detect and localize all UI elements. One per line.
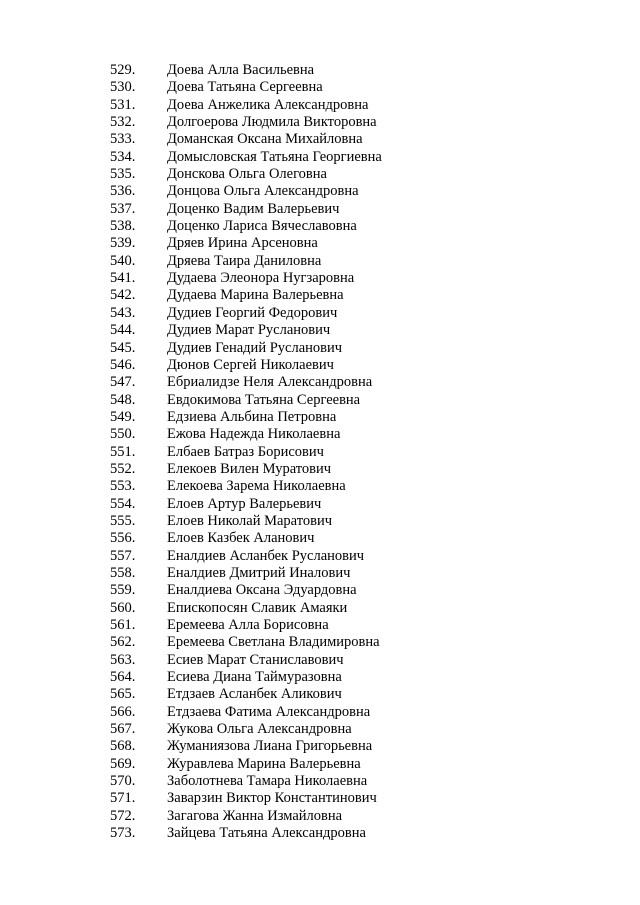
- entry-name: Елоев Казбек Аланович: [167, 530, 315, 547]
- list-item: [110, 634, 590, 651]
- entry-number: 561.: [110, 617, 136, 633]
- entry-number: 569.: [110, 755, 136, 772]
- entry-name: Доева Анжелика Александровна: [167, 96, 369, 113]
- list-item: [110, 600, 590, 617]
- entry-number: 555.: [110, 512, 136, 529]
- list-item: [110, 548, 590, 565]
- entry-number: 530.: [110, 79, 136, 96]
- entry-name: Еналдиев Дмитрий Иналович: [167, 564, 351, 581]
- entry-number: 564.: [110, 669, 136, 686]
- entry-number: 538.: [110, 218, 136, 235]
- entry-name: Дудаева Элеонора Нугзаровна: [167, 270, 355, 287]
- name-list: [110, 62, 590, 842]
- list-item: [110, 114, 590, 131]
- list-item: [110, 287, 590, 304]
- entry-name: Епископосян Славик Амаяки: [167, 599, 348, 616]
- list-item: [110, 426, 590, 443]
- list-item: [110, 322, 590, 339]
- list-item: [110, 201, 590, 218]
- entry-name: Етдзаев Асланбек Аликович: [167, 686, 342, 703]
- list-item: [110, 756, 590, 773]
- entry-number: 532.: [110, 114, 136, 131]
- entry-number: 573.: [110, 825, 136, 842]
- entry-number: 559.: [110, 582, 136, 599]
- entry-name: Дюнов Сергей Николаевич: [167, 356, 334, 373]
- entry-number: 544.: [110, 322, 136, 339]
- entry-name: Елоев Артур Валерьевич: [167, 495, 322, 512]
- entry-number: 540.: [110, 252, 136, 269]
- entry-name: Заварзин Виктор Константинович: [167, 790, 377, 807]
- entry-name: Еремеева Светлана Владимировна: [167, 634, 380, 651]
- entry-name: Едзиева Альбина Петровна: [167, 408, 337, 425]
- entry-number: 552.: [110, 460, 136, 477]
- list-item: [110, 773, 590, 790]
- entry-number: 566.: [110, 703, 136, 720]
- entry-name: Ежова Надежда Николаевна: [167, 426, 341, 443]
- entry-number: 543.: [110, 304, 136, 321]
- list-item: [110, 738, 590, 755]
- entry-number: 545.: [110, 339, 136, 356]
- list-item: [110, 270, 590, 287]
- entry-number: 563.: [110, 651, 136, 668]
- entry-number: 570.: [110, 773, 136, 790]
- entry-number: 562.: [110, 634, 136, 651]
- entry-number: 536.: [110, 183, 136, 200]
- entry-number: 534.: [110, 148, 136, 165]
- entry-number: 551.: [110, 443, 136, 460]
- list-item: [110, 183, 590, 200]
- entry-name: Дудиев Генадий Русланович: [167, 339, 343, 356]
- list-item: [110, 218, 590, 235]
- entry-number: 571.: [110, 790, 136, 807]
- list-item: [110, 461, 590, 478]
- list-item: [110, 790, 590, 807]
- list-item: [110, 565, 590, 582]
- list-item: [110, 669, 590, 686]
- entry-name: Есиев Марат Станиславович: [167, 651, 344, 668]
- list-item: [110, 305, 590, 322]
- list-item: [110, 357, 590, 374]
- entry-number: 549.: [110, 408, 136, 425]
- list-item: [110, 149, 590, 166]
- list-item: [110, 513, 590, 530]
- entry-name: Журавлева Марина Валерьевна: [167, 755, 361, 772]
- entry-number: 572.: [110, 807, 136, 824]
- list-item: [110, 131, 590, 148]
- entry-name: Дудаева Марина Валерьевна: [167, 287, 344, 304]
- entry-number: 558.: [110, 564, 136, 581]
- entry-name: Доценко Вадим Валерьевич: [167, 200, 340, 217]
- entry-name: Еналдиев Асланбек Русланович: [167, 547, 365, 564]
- entry-number: 541.: [110, 270, 136, 287]
- list-item: [110, 652, 590, 669]
- entry-name: Жукова Ольга Александровна: [167, 721, 352, 738]
- entry-name: Елоев Николай Маратович: [167, 512, 333, 529]
- entry-number: 550.: [110, 426, 136, 443]
- list-item: [110, 704, 590, 721]
- list-item: [110, 409, 590, 426]
- entry-name: Еналдиева Оксана Эдуардовна: [167, 582, 357, 599]
- entry-name: Зайцева Татьяна Александровна: [167, 825, 366, 842]
- list-item: [110, 374, 590, 391]
- entry-name: Елекоев Вилен Муратович: [167, 460, 332, 477]
- entry-name: Домысловская Татьяна Георгиевна: [167, 148, 382, 165]
- entry-number: 560.: [110, 599, 136, 616]
- list-item: [110, 530, 590, 547]
- entry-name: Жуманиязова Лиана Григорьевна: [167, 738, 373, 755]
- entry-name: Доманская Оксана Михайловна: [167, 131, 363, 148]
- list-item: [110, 253, 590, 270]
- entry-number: 539.: [110, 235, 136, 252]
- entry-number: 557.: [110, 547, 136, 564]
- entry-number: 556.: [110, 530, 136, 547]
- list-item: [110, 97, 590, 114]
- list-item: [110, 582, 590, 599]
- entry-name: Доева Татьяна Сергеевна: [167, 79, 323, 96]
- entry-name: Заболотнева Тамара Николаевна: [167, 773, 368, 790]
- entry-number: 535.: [110, 166, 136, 183]
- entry-name: Есиева Диана Таймуразовна: [167, 669, 342, 686]
- entry-name: Елбаев Батраз Борисович: [167, 443, 324, 460]
- entry-number: 567.: [110, 721, 136, 738]
- list-item: [110, 235, 590, 252]
- list-item: [110, 721, 590, 738]
- entry-number: 546.: [110, 356, 136, 373]
- entry-number: 553.: [110, 478, 136, 495]
- entry-name: Доценко Лариса Вячеславовна: [167, 218, 357, 235]
- entry-number: 568.: [110, 738, 136, 755]
- entry-name: Дряева Таира Даниловна: [167, 252, 322, 269]
- entry-name: Долгоерова Людмила Викторовна: [167, 114, 377, 131]
- entry-number: 537.: [110, 200, 136, 217]
- list-item: [110, 686, 590, 703]
- entry-name: Елекоева Зарема Николаевна: [167, 478, 346, 495]
- entry-number: 529.: [110, 62, 136, 78]
- entry-name: Евдокимова Татьяна Сергеевна: [167, 391, 361, 408]
- list-item: [110, 340, 590, 357]
- entry-number: 533.: [110, 131, 136, 148]
- entry-name: Донцова Ольга Александровна: [167, 183, 359, 200]
- list-item: [110, 478, 590, 495]
- entry-number: 548.: [110, 391, 136, 408]
- entry-number: 554.: [110, 495, 136, 512]
- entry-number: 547.: [110, 374, 136, 391]
- list-item: [110, 166, 590, 183]
- list-item: [110, 808, 590, 825]
- entry-number: 531.: [110, 96, 136, 113]
- list-item: [110, 392, 590, 409]
- entry-name: Дудиев Георгий Федорович: [167, 304, 338, 321]
- entry-number: 565.: [110, 686, 136, 703]
- entry-name: Дудиев Марат Русланович: [167, 322, 331, 339]
- list-item: [110, 79, 590, 96]
- entry-name: Етдзаева Фатима Александровна: [167, 703, 371, 720]
- list-item: [110, 444, 590, 461]
- entry-number: 542.: [110, 287, 136, 304]
- entry-name: Загагова Жанна Измайловна: [167, 807, 343, 824]
- list-item: [110, 496, 590, 513]
- entry-name: Донскова Ольга Олеговна: [167, 166, 327, 183]
- entry-name: Еремеева Алла Борисовна: [167, 617, 329, 633]
- list-item: [110, 62, 590, 79]
- list-item: [110, 825, 590, 842]
- entry-name: Доева Алла Васильевна: [167, 62, 315, 78]
- list-item: [110, 617, 590, 634]
- entry-name: Ебриалидзе Неля Александровна: [167, 374, 373, 391]
- entry-name: Дряев Ирина Арсеновна: [167, 235, 318, 252]
